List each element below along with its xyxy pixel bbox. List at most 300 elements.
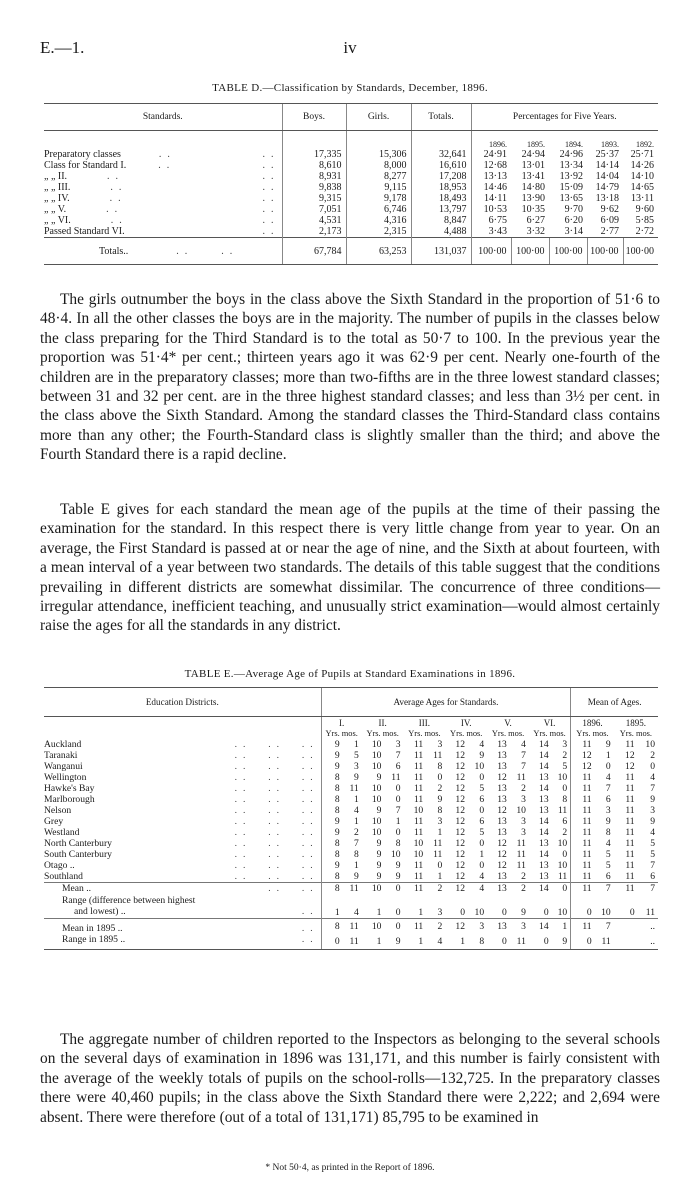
age-cell: 12 xyxy=(455,827,466,838)
yrs-mos: Yrs. mos. xyxy=(366,729,399,738)
age-cell: 0 xyxy=(321,934,343,950)
age-cell: 3 xyxy=(605,805,611,816)
girls-cell: 9,115 xyxy=(346,182,411,193)
pct-cell: 13·92 xyxy=(559,171,583,182)
age-cell: 12 xyxy=(455,750,466,761)
age-cell: 10 xyxy=(557,907,568,918)
age-cell: 10 xyxy=(516,805,526,816)
yrs-mos: Yrs. mos. xyxy=(619,729,653,738)
age-cell: 12 xyxy=(497,849,507,860)
col-totals: Totals. xyxy=(411,104,471,131)
age-cell: 9 xyxy=(376,805,382,816)
pct-cell: 14·65 xyxy=(630,182,654,193)
age-cell: 14 xyxy=(539,739,549,750)
year-1895: 1895. xyxy=(527,140,545,149)
age-cell: 13 xyxy=(497,761,507,772)
age-cell: 11 xyxy=(413,783,424,794)
age-cell: 7 xyxy=(650,783,655,794)
age-cell: 0 xyxy=(605,761,611,772)
district-label: Nelson .. .. .. xyxy=(44,805,319,816)
age-cell: 14 xyxy=(539,783,549,794)
total-cell: 32,641 xyxy=(411,149,471,160)
age-cell: 1 xyxy=(395,816,401,827)
age-cell xyxy=(614,919,638,935)
yrs-mos: Yrs. mos. xyxy=(491,729,525,738)
pct-cell: 15·09 xyxy=(559,182,583,193)
age-cell: 2 xyxy=(562,750,568,761)
age-cell: 3 xyxy=(437,816,443,827)
age-cell: 4 xyxy=(605,772,611,783)
boys-cell: 4,531 xyxy=(282,215,346,226)
age-cell: 2 xyxy=(426,883,445,895)
age-cell: 2 xyxy=(521,871,526,882)
age-cell: 12 xyxy=(455,816,466,827)
total-cell: 16,610 xyxy=(411,160,471,171)
pct-cell: 14·11 xyxy=(471,193,511,204)
age-cell: 1 xyxy=(362,934,385,950)
district-label: Southland .. .. .. xyxy=(44,871,319,882)
pct-cell: 6·20 xyxy=(564,215,583,226)
col-boys: Boys. xyxy=(282,104,346,131)
age-cell: 4 xyxy=(353,805,359,816)
pct-cell: 6·27 xyxy=(526,215,545,226)
pct-cell: 13·18 xyxy=(595,193,619,204)
age-cell: 10 xyxy=(371,827,382,838)
age-cell: 11 xyxy=(625,849,635,860)
col-percentages: Percentages for Five Years. xyxy=(471,104,658,131)
pct-cell: 12·68 xyxy=(471,160,511,171)
std-head: III. xyxy=(418,717,431,728)
age-cell: 12 xyxy=(455,794,466,805)
pct-cell: 13·13 xyxy=(471,171,511,182)
age-cell: 1 xyxy=(605,750,611,761)
age-cell: 0 xyxy=(562,783,568,794)
table-e-row xyxy=(44,816,658,827)
table-d-row xyxy=(44,226,658,238)
totals-pct: 100·00 xyxy=(549,238,587,265)
pct-cell: 14·79 xyxy=(595,182,619,193)
district-label: Taranaki .. .. .. xyxy=(44,750,319,761)
page-ref: E.—1. xyxy=(40,38,85,57)
girls-cell: 15,306 xyxy=(346,149,411,160)
boys-cell: 7,051 xyxy=(282,204,346,215)
district-label: Westland .. .. .. xyxy=(44,827,319,838)
age-cell: 11 xyxy=(595,934,614,950)
age-cell: 2 xyxy=(521,783,526,794)
age-cell: 13 xyxy=(539,871,549,882)
age-cell: 8 xyxy=(321,838,343,849)
year-1893: 1893. xyxy=(601,140,619,149)
age-cell: 9 xyxy=(605,816,611,827)
age-cell: 11 xyxy=(625,827,635,838)
age-cell: 11 xyxy=(571,860,595,871)
age-cell: 9 xyxy=(521,907,526,918)
district-label: Marlborough .. .. .. xyxy=(44,794,319,805)
age-cell: .. xyxy=(638,919,658,935)
total-cell: 17,208 xyxy=(411,171,471,182)
totals-pct: 100·00 xyxy=(623,238,658,265)
age-cell xyxy=(614,934,638,950)
age-cell: 1 xyxy=(353,794,359,805)
table-e-row xyxy=(44,871,658,883)
col-average-ages: Average Ages for Standards. xyxy=(321,688,571,717)
standard-label: „ „ III. .. .. xyxy=(44,182,280,193)
pct-cell: 25·37 xyxy=(595,149,619,160)
age-cell: 8 xyxy=(605,827,611,838)
age-cell: 0 xyxy=(395,794,401,805)
age-cell: 12 xyxy=(455,838,466,849)
table-e-row xyxy=(44,794,658,805)
table-e-title: TABLE E.—Average Age of Pupils at Standard Examinations in 1896. xyxy=(184,668,516,680)
age-cell: 13 xyxy=(497,816,507,827)
age-cell: 7 xyxy=(353,838,359,849)
age-cell: 5 xyxy=(650,838,655,849)
age-cell: 12 xyxy=(497,772,507,783)
footnote: * Not 50·4, as printed in the Report of 1896. xyxy=(265,1163,435,1173)
age-cell: 8 xyxy=(321,871,343,883)
age-cell: 11 xyxy=(625,794,635,805)
age-cell: 6 xyxy=(479,816,485,827)
age-cell: 4 xyxy=(650,827,655,838)
age-cell: 9 xyxy=(376,772,382,783)
std-head: I. xyxy=(321,717,362,730)
year-1894: 1894. xyxy=(565,140,583,149)
district-label: Otago .. .. .. .. xyxy=(44,860,319,871)
age-cell: 14 xyxy=(539,816,549,827)
age-cell: 3 xyxy=(353,761,359,772)
table-e-row xyxy=(44,750,658,761)
age-cell: 9 xyxy=(650,794,655,805)
age-cell: 0 xyxy=(384,919,403,935)
age-cell: 11 xyxy=(404,919,427,935)
totals-pct: 100·00 xyxy=(471,238,511,265)
age-cell: 8 xyxy=(395,838,401,849)
age-cell: 0 xyxy=(571,934,595,950)
age-cell: 11 xyxy=(571,805,595,816)
std-head: V. xyxy=(504,717,512,728)
pct-cell: 14·80 xyxy=(521,182,545,193)
pct-cell: 14·26 xyxy=(630,160,654,171)
age-cell: 7 xyxy=(395,750,401,761)
table-e-row xyxy=(44,894,658,919)
boys-cell: 8,610 xyxy=(282,160,346,171)
pct-cell: 9·60 xyxy=(635,204,654,215)
age-cell: 12 xyxy=(455,849,466,860)
table-d-row xyxy=(44,171,658,182)
age-cell: 3 xyxy=(562,739,568,750)
page-number: iv xyxy=(343,38,357,57)
boys-cell: 9,315 xyxy=(282,193,346,204)
totals-boys: 67,784 xyxy=(282,238,346,265)
age-cell: 1 xyxy=(353,816,359,827)
age-cell: 0 xyxy=(437,772,443,783)
age-cell: 12 xyxy=(571,761,595,772)
age-cell: 5 xyxy=(562,761,568,772)
age-cell: 13 xyxy=(497,871,507,882)
pct-cell: 6·09 xyxy=(600,215,619,226)
age-cell: 8 xyxy=(468,934,487,950)
col-districts: Education Districts. xyxy=(44,688,321,717)
age-cell: 7 xyxy=(395,805,401,816)
age-cell: 7 xyxy=(521,750,526,761)
age-cell: 3 xyxy=(521,794,526,805)
age-cell: 6 xyxy=(395,761,401,772)
total-cell: 18,953 xyxy=(411,182,471,193)
col-mean-ages: Mean of Ages. xyxy=(571,688,658,717)
age-cell: 8 xyxy=(321,849,343,860)
age-cell: 12 xyxy=(455,860,466,871)
age-cell: 10 xyxy=(557,860,568,871)
age-cell: 14 xyxy=(529,883,552,895)
table-d-row xyxy=(44,149,658,160)
age-cell: 11 xyxy=(571,849,595,860)
age-cell: 12 xyxy=(455,772,466,783)
table-d-row xyxy=(44,160,658,171)
standard-label: „ „ IV. .. .. xyxy=(44,193,280,204)
total-cell: 8,847 xyxy=(411,215,471,226)
yrs-mos: Yrs. mos. xyxy=(450,729,483,738)
age-cell: 0 xyxy=(395,827,401,838)
age-cell: 11 xyxy=(433,838,443,849)
age-cell: 9 xyxy=(376,838,382,849)
age-cell: 14 xyxy=(539,827,549,838)
age-cell: 13 xyxy=(497,750,507,761)
age-cell: 2 xyxy=(650,750,655,761)
girls-cell: 6,746 xyxy=(346,204,411,215)
age-cell: 0 xyxy=(395,907,401,918)
pct-cell: 3·14 xyxy=(564,226,583,237)
std-head: VI. xyxy=(543,717,556,728)
age-cell: 4 xyxy=(521,739,526,750)
age-cell: 11 xyxy=(433,750,443,761)
age-cell: 0 xyxy=(650,761,655,772)
yrs-mos: Yrs. mos. xyxy=(321,729,362,739)
age-cell: 12 xyxy=(625,761,635,772)
yrs-mos: Yrs. mos. xyxy=(571,729,614,739)
age-cell: 4 xyxy=(650,772,655,783)
pct-cell: 14·14 xyxy=(595,160,619,171)
age-cell: 13 xyxy=(497,783,507,794)
age-cell: 13 xyxy=(539,772,549,783)
pct-cell: 9·62 xyxy=(600,204,619,215)
age-cell: 11 xyxy=(571,838,595,849)
age-cell: 9 xyxy=(395,860,401,871)
age-cell: 10 xyxy=(371,783,382,794)
district-label: North Canterbury .. .. .. xyxy=(44,838,319,849)
pct-cell: 10·53 xyxy=(471,204,511,215)
paragraph-3: The aggregate number of children reported to the Inspectors as belonging to the several schools on the several days of examination in 1896 was 131,171, and this number is fairly consistent with the average of the weekly totals of pupils on the school-rolls—132,725. In the preparatory classes there were 40,460 pupils; in the class above the Sixth Standard there were 2,222; and 2,694 were absent. There were therefore (out of a total of 131,171) 85,795 to be examined in xyxy=(40,1031,660,1126)
age-cell: 12 xyxy=(445,919,468,935)
age-cell: 1 xyxy=(552,919,571,935)
table-e xyxy=(44,687,658,950)
age-cell: 9 xyxy=(321,860,343,871)
mean-label: Mean .. .. .. xyxy=(44,883,321,895)
age-cell: .. xyxy=(638,934,658,950)
total-cell: 4,488 xyxy=(411,226,471,238)
age-cell: 6 xyxy=(650,871,655,882)
pct-cell: 24·91 xyxy=(471,149,511,160)
table-e-row xyxy=(44,838,658,849)
age-cell: 11 xyxy=(625,860,635,871)
age-cell: 10 xyxy=(371,739,382,750)
table-e-row xyxy=(44,827,658,838)
age-cell: 11 xyxy=(413,860,424,871)
age-cell: 1 xyxy=(437,871,443,882)
table-d-row xyxy=(44,193,658,204)
age-cell: 13 xyxy=(539,838,549,849)
age-cell: 5 xyxy=(605,860,611,871)
age-cell: 11 xyxy=(516,860,526,871)
age-cell: 11 xyxy=(413,761,424,772)
age-cell: 10 xyxy=(413,805,424,816)
pct-cell: 13·41 xyxy=(521,171,545,182)
age-cell: 0 xyxy=(487,934,510,950)
age-cell: 11 xyxy=(433,849,443,860)
age-cell: 10 xyxy=(413,838,424,849)
age-cell: 7 xyxy=(595,919,614,935)
age-cell: 2 xyxy=(353,827,359,838)
age-cell: 9 xyxy=(321,827,343,838)
age-cell: 9 xyxy=(552,934,571,950)
age-cell: 5 xyxy=(479,827,485,838)
age-cell: 11 xyxy=(413,794,424,805)
girls-cell: 9,178 xyxy=(346,193,411,204)
pct-cell: 25·71 xyxy=(630,149,654,160)
table-e-row xyxy=(44,919,658,935)
paragraph-2: Table E gives for each standard the mean age of the pupils at the time of their passing the examination for the standard. In this respect there is very little change from year to year. On an average, the First Standard is passed at or near the age of nine, and the Sixth at about fourteen, with a mean interval of a year between two standards. The details of this table suggest that the conditions prevailing in different districts are somewhat dissimilar. The concurrence of three conditions—irregular attendance, inefficient teaching, and unusually strict examination—would almost certainly raise the ages for all the standards in any district. xyxy=(40,501,660,635)
standard-label: „ „ VI. .. .. xyxy=(44,215,280,226)
age-cell: 11 xyxy=(557,871,568,882)
table-d xyxy=(44,103,658,265)
age-cell: 11 xyxy=(557,805,568,816)
age-cell: 4 xyxy=(426,934,445,950)
age-cell: 9 xyxy=(353,772,359,783)
age-cell: 1 xyxy=(353,739,359,750)
age-cell: 10 xyxy=(474,907,485,918)
age-cell: 11 xyxy=(413,871,424,882)
age-cell: 13 xyxy=(497,794,507,805)
age-cell: 0 xyxy=(437,860,443,871)
age-cell: 14 xyxy=(529,919,552,935)
age-cell: 7 xyxy=(605,783,611,794)
yrs-mos: Yrs. mos. xyxy=(408,729,441,738)
age-cell: 6 xyxy=(479,794,485,805)
mean-1895-label: Mean in 1895 .. .. xyxy=(44,919,321,935)
total-cell: 13,797 xyxy=(411,204,471,215)
age-cell: 11 xyxy=(571,739,595,750)
age-cell: 8 xyxy=(321,919,343,935)
age-cell: 9 xyxy=(479,750,485,761)
age-cell: 12 xyxy=(455,739,466,750)
age-cell: 0 xyxy=(479,838,485,849)
age-cell: 10 xyxy=(371,816,382,827)
col-girls: Girls. xyxy=(346,104,411,131)
district-label: Hawke's Bay .. .. .. xyxy=(44,783,319,794)
age-cell: 11 xyxy=(625,772,635,783)
yrs-mos: Yrs. mos. xyxy=(533,729,566,738)
totals-total: 131,037 xyxy=(411,238,471,265)
standard-label: „ „ II. .. .. xyxy=(44,171,280,182)
age-cell: 13 xyxy=(539,805,549,816)
age-cell: 9 xyxy=(321,761,343,772)
pct-cell: 13·34 xyxy=(559,160,583,171)
table-e-row xyxy=(44,772,658,783)
table-e-row xyxy=(44,849,658,860)
age-cell: 2 xyxy=(510,883,529,895)
age-cell: 11 xyxy=(571,883,595,895)
pct-cell: 3·43 xyxy=(471,226,511,238)
age-cell: 13 xyxy=(497,827,507,838)
age-cell: 14 xyxy=(539,849,549,860)
table-e-row xyxy=(44,805,658,816)
age-cell: 8 xyxy=(321,783,343,794)
pct-cell: 2·77 xyxy=(600,226,619,237)
pct-cell: 10·35 xyxy=(521,204,545,215)
age-cell: 2 xyxy=(426,919,445,935)
age-cell: 0 xyxy=(629,907,635,918)
age-cell: 8 xyxy=(321,805,343,816)
pct-cell: 13·90 xyxy=(521,193,545,204)
boys-cell: 8,931 xyxy=(282,171,346,182)
girls-cell: 4,316 xyxy=(346,215,411,226)
pct-cell: 13·65 xyxy=(559,193,583,204)
age-cell: 12 xyxy=(497,838,507,849)
age-cell: 9 xyxy=(376,849,382,860)
age-cell: 9 xyxy=(437,794,443,805)
age-cell: 9 xyxy=(376,860,382,871)
age-cell: 12 xyxy=(571,750,595,761)
age-cell: 0 xyxy=(479,772,485,783)
age-cell: 3 xyxy=(650,805,655,816)
age-cell: 12 xyxy=(497,805,507,816)
age-cell: 12 xyxy=(455,871,466,882)
age-cell: 14 xyxy=(539,750,549,761)
age-cell: 12 xyxy=(455,783,466,794)
age-cell: 7 xyxy=(521,761,526,772)
age-cell: 11 xyxy=(391,772,401,783)
age-cell: 4 xyxy=(605,838,611,849)
age-cell: 3 xyxy=(510,919,529,935)
pct-cell: 3·32 xyxy=(526,226,545,237)
age-cell: 13 xyxy=(487,883,510,895)
standard-label: Passed Standard VI. .. xyxy=(44,226,280,237)
table-e-row xyxy=(44,761,658,772)
pct-cell: 13·01 xyxy=(521,160,545,171)
table-d-row xyxy=(44,182,658,193)
age-cell: 10 xyxy=(557,838,568,849)
standard-label: „ „ V. .. .. xyxy=(44,204,280,215)
pct-cell: 5·85 xyxy=(635,215,654,226)
age-cell: 14 xyxy=(539,761,549,772)
age-cell: 11 xyxy=(571,827,595,838)
age-cell: 13 xyxy=(539,860,549,871)
year-head: 1896. xyxy=(571,717,614,730)
table-d-title: TABLE D.—Classification by Standards, December, 1896. xyxy=(212,82,488,94)
total-cell: 18,493 xyxy=(411,193,471,204)
age-cell: 4 xyxy=(479,739,485,750)
age-cell: 9 xyxy=(321,816,343,827)
age-cell: 11 xyxy=(625,783,635,794)
age-cell: 11 xyxy=(413,816,424,827)
age-cell: 0 xyxy=(479,805,485,816)
age-cell: 11 xyxy=(625,739,635,750)
age-cell: 11 xyxy=(645,907,655,918)
age-cell: 10 xyxy=(362,919,385,935)
pct-cell: 24·94 xyxy=(521,149,545,160)
age-cell: 10 xyxy=(362,883,385,895)
age-cell: 10 xyxy=(413,849,424,860)
age-cell: 11 xyxy=(413,739,424,750)
